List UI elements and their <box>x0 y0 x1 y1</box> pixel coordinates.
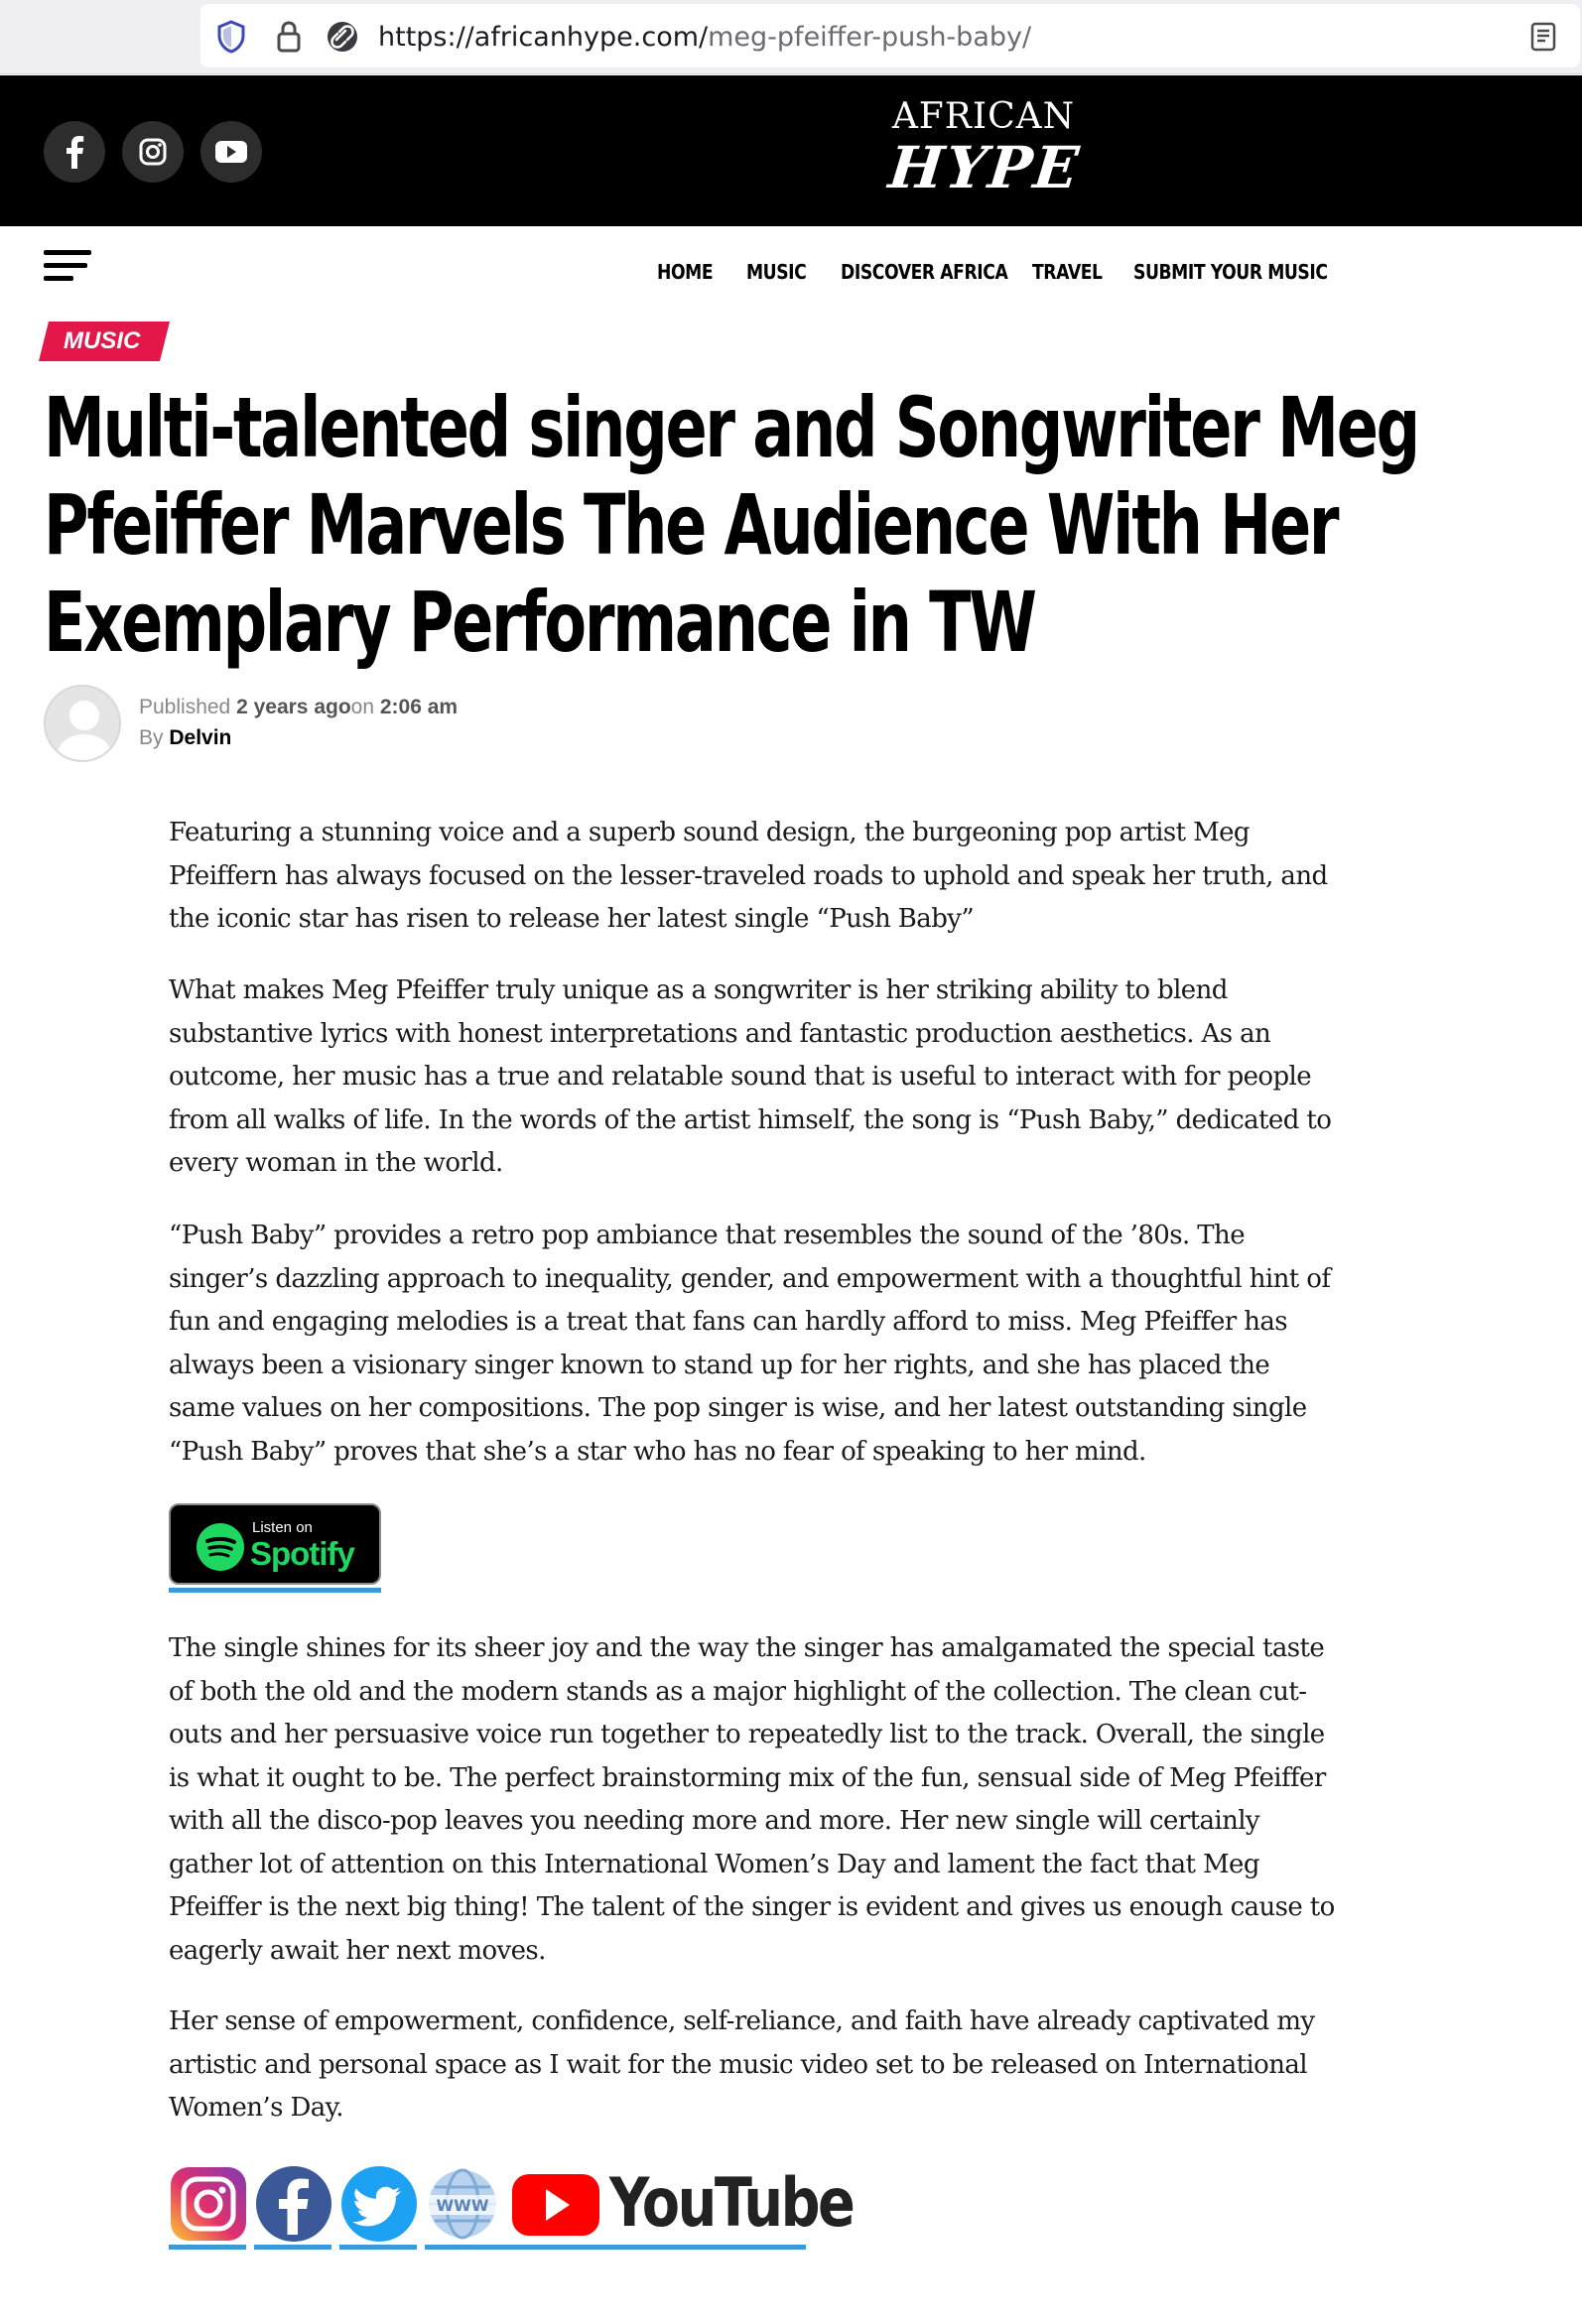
main-nav <box>657 260 1328 284</box>
nav-item-discover-africa[interactable]: DISCOVER AFRICA <box>841 260 1008 284</box>
link-underline <box>169 1588 381 1593</box>
instagram-icon[interactable] <box>169 2165 248 2243</box>
published-clock: 2:06 am <box>379 696 459 718</box>
published-time: 2 years ago <box>236 696 351 718</box>
spotify-name: Spotify <box>250 1535 354 1572</box>
article-paragraph: What makes Meg Pfeiffer truly unique as a songwriter is her striking ability to blend substantive lyrics with honest interpretations and fantastic production aesthetics. As an outcome, her music has a true and relatable sound that is useful to interact with for people from all walks of life. In the words of the artist himself, the song is “Push Baby,” dedicated to every woman in the world. <box>169 975 1332 1178</box>
spotify-icon <box>197 1523 244 1571</box>
link-underline <box>169 2245 246 2250</box>
article-paragraph: “Push Baby” provides a retro pop ambiance that resembles the sound of the ’80s. The singer’s dazzling approach to inequality, gender, and empowerment with a thoughtful hint of fun and engaging melodies is a treat that fans can hardly afford to miss. Meg Pfeiffer has always been a visionary singer known to stand up for her rights, and she has placed the same values on her compositions. The pop singer is wise, and her latest outstanding single “Push Baby” proves that she’s a star who has no fear of speaking to her mind. <box>169 1221 1331 1467</box>
nav-item-travel[interactable]: TRAVEL <box>1032 260 1103 284</box>
by-label: By <box>139 726 164 749</box>
link-underline <box>425 2245 806 2250</box>
facebook-icon[interactable] <box>44 121 105 183</box>
published-label: Published <box>139 696 231 718</box>
www-globe-icon[interactable] <box>425 2165 500 2243</box>
article-paragraph: Her sense of empowerment, confidence, self-reliance, and faith have already captivated my artistic and personal space as I wait for the music video set to be released on International Women’s Day. <box>169 2006 1315 2123</box>
category-label[interactable]: MUSIC <box>64 327 141 354</box>
shield-icon[interactable] <box>214 20 248 54</box>
link-underline <box>254 2245 331 2250</box>
link-underline <box>339 2245 417 2250</box>
svg-text:WWW: WWW <box>436 2196 489 2215</box>
youtube-play-icon[interactable] <box>508 2165 603 2243</box>
title-line: Pfeiffer Marvels The Audience With Her <box>44 476 1338 574</box>
spotify-listen-label: Listen on <box>252 1519 313 1536</box>
lock-icon[interactable] <box>272 20 306 54</box>
site-logo[interactable] <box>885 96 1084 206</box>
reader-view-icon[interactable] <box>1526 20 1560 54</box>
url-text[interactable]: https://africanhype.com/meg-pfeiffer-push-baby/ <box>378 22 1032 53</box>
author-link[interactable]: Delvin <box>169 726 232 749</box>
title-line: Exemplary Performance in TW <box>44 574 1035 671</box>
link-icon[interactable] <box>326 20 359 54</box>
nav-item-home[interactable]: HOME <box>657 260 714 284</box>
twitter-icon[interactable] <box>339 2165 419 2243</box>
article-paragraph: Featuring a stunning voice and a superb sound design, the burgeoning pop artist Meg Pfeiffern has always focused on the lesser-traveled roads to uphold and speak her truth, and the iconic star has risen to release her latest single “Push Baby” <box>169 818 1328 934</box>
youtube-wordmark[interactable]: YouTube <box>609 2164 854 2243</box>
nav-item-submit-your-music[interactable]: SUBMIT YOUR MUSIC <box>1133 260 1328 284</box>
nav-item-music[interactable]: MUSIC <box>746 260 807 284</box>
author-avatar[interactable] <box>44 685 121 762</box>
instagram-icon[interactable] <box>122 121 184 183</box>
url-bar[interactable] <box>200 4 1580 67</box>
title-line: Multi-talented singer and Songwriter Meg <box>44 379 1418 476</box>
article-title <box>44 379 1552 671</box>
facebook-icon[interactable] <box>254 2165 333 2243</box>
on-label: on <box>350 696 375 718</box>
youtube-icon[interactable] <box>200 121 262 183</box>
spotify-button[interactable] <box>169 1503 381 1585</box>
browser-toolbar <box>0 0 1582 74</box>
logo-top-text: AFRICAN <box>891 96 1076 137</box>
author-line <box>139 726 231 750</box>
site-header <box>0 75 1582 226</box>
article-paragraph: The single shines for its sheer joy and the way the singer has amalgamated the special taste of both the old and the modern stands as a major highlight of the collection. The clean cut-outs and her persuasive voice run together to repeatedly list to the track. Overall, the single is what it ought to be. The perfect brainstorming mix of the fun, sensual side of Meg Pfeiffer with all the disco-pop leaves you needing more and more. Her new single will certainly gather lot of attention on this International Women’s Day and lament the fact that Meg Pfeiffer is the next big thing! The talent of the singer is evident and gives us enough cause to eagerly await her next moves. <box>169 1633 1335 1966</box>
published-line <box>139 696 458 719</box>
hamburger-icon[interactable] <box>44 248 91 284</box>
logo-bottom-text: HYPE <box>885 134 1084 201</box>
